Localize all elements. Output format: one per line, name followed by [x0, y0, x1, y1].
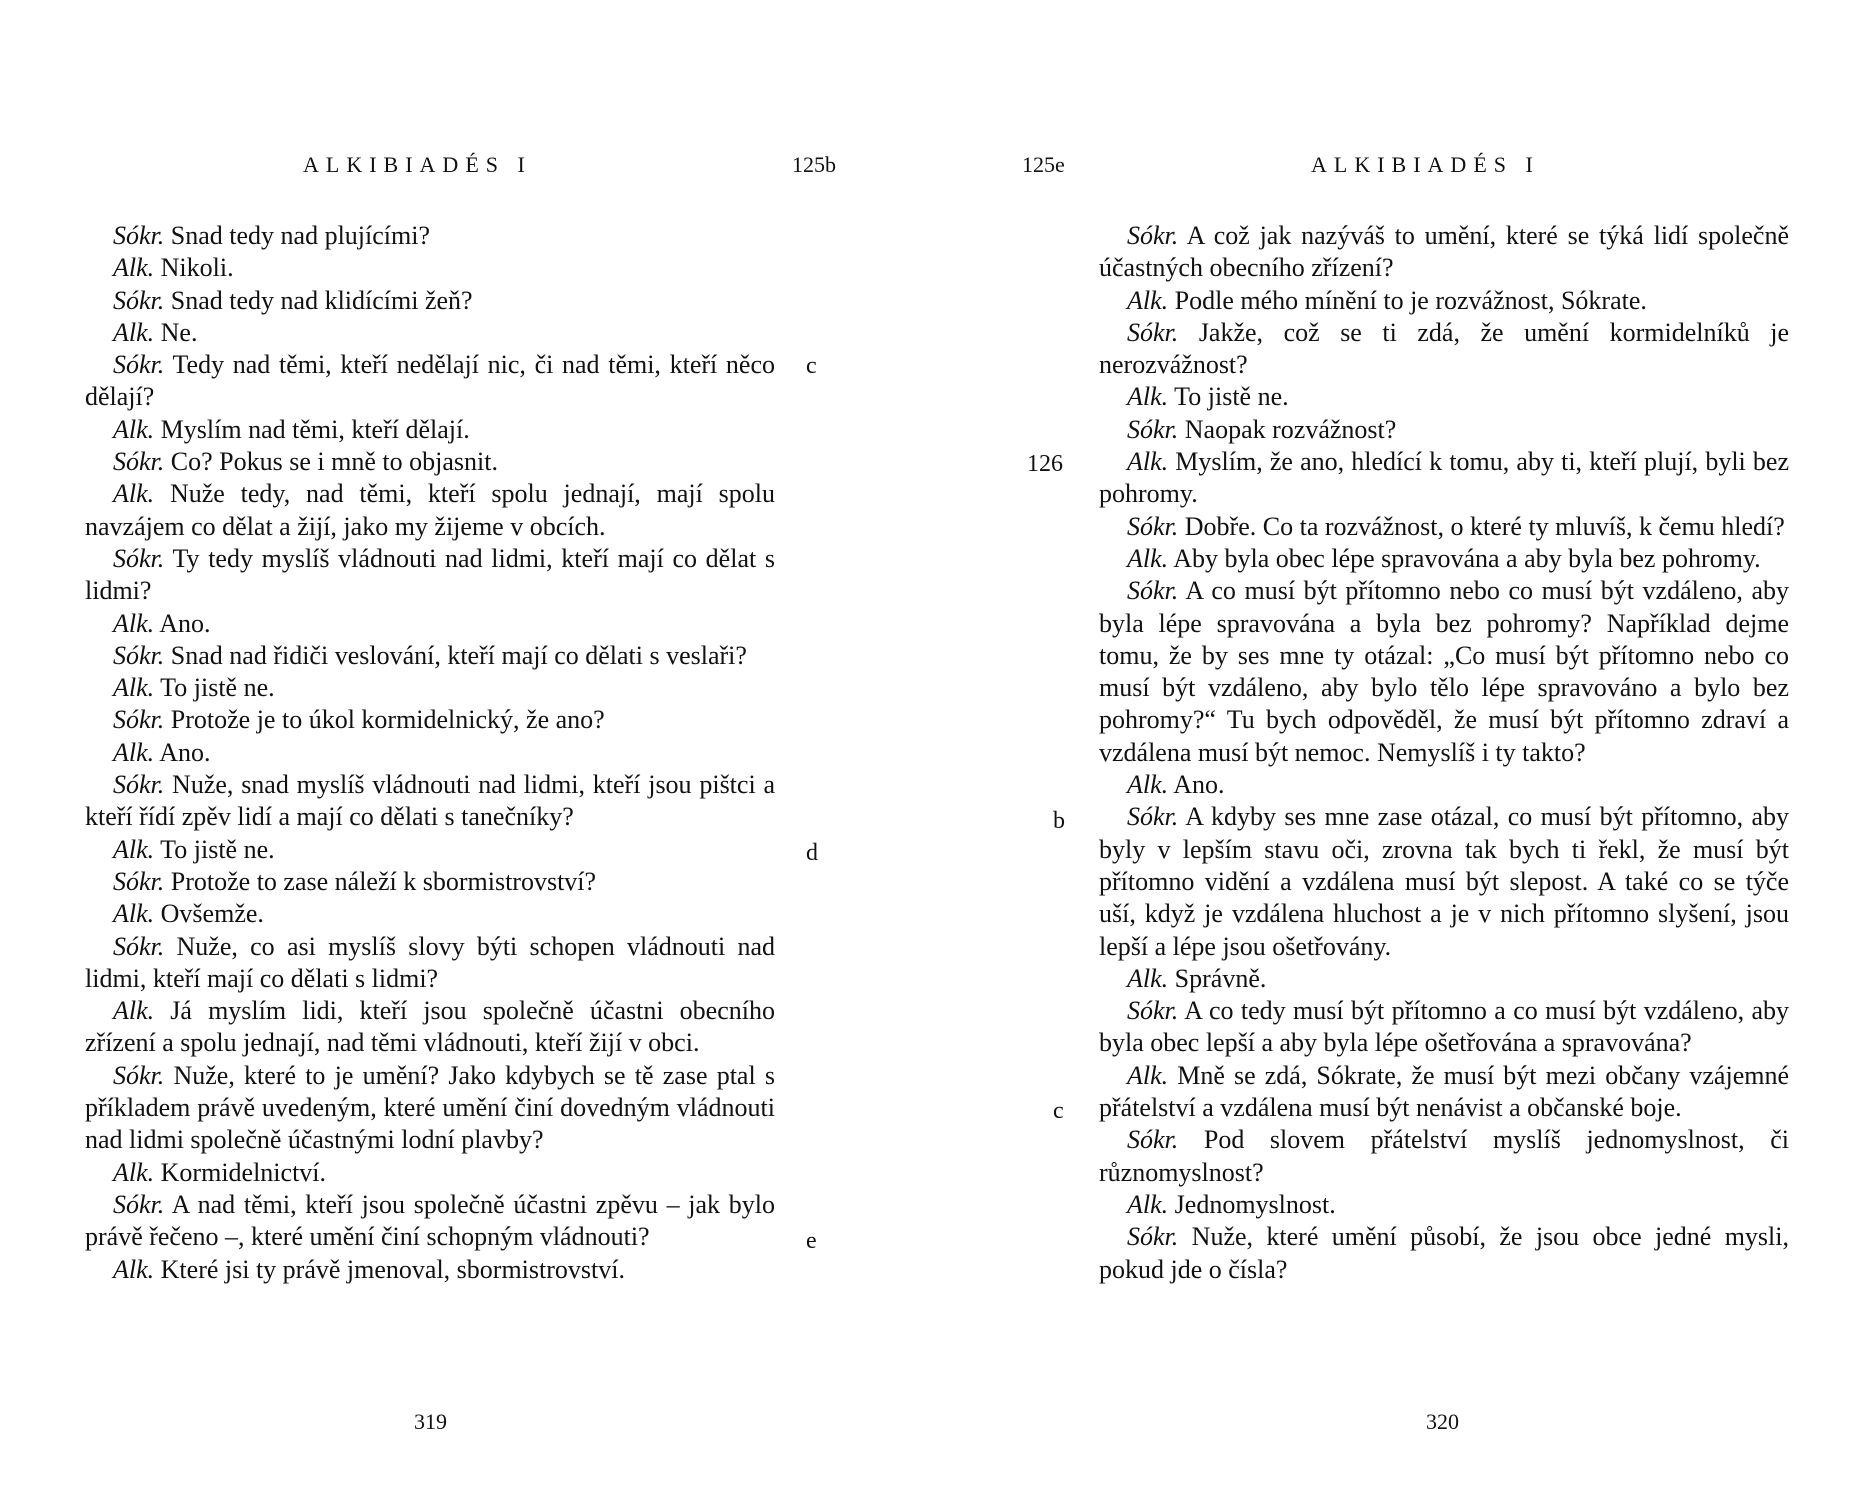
dialogue-paragraph — [1099, 543, 1789, 575]
dialogue-paragraph — [85, 866, 775, 898]
dialogue-text: Nuže, které to je umění? Jako kdybych se tě zase ptal s příkladem právě uvedeným, které umění činí dovedným vládnouti nad lidmi společně účastnými lodní plavby? — [85, 1060, 775, 1155]
dialogue-paragraph — [85, 1254, 775, 1286]
dialogue-paragraph — [1099, 575, 1789, 769]
dialogue-text: Správně. — [1168, 963, 1267, 993]
dialogue-text: To jistě ne. — [154, 834, 275, 864]
dialogue-text: To jistě ne. — [154, 673, 275, 703]
dialogue-paragraph — [1099, 414, 1789, 446]
speaker-label: Alk. — [113, 834, 155, 864]
dialogue-paragraph — [1099, 511, 1789, 543]
dialogue-paragraph — [85, 931, 775, 996]
right-stephanus-ref: 125e — [1022, 152, 1065, 177]
dialogue-text: Podle mého mínění to je rozvážnost, Sókrate. — [1168, 285, 1647, 315]
speaker-label: Alk. — [1127, 1060, 1169, 1090]
dialogue-paragraph — [85, 834, 775, 866]
dialogue-text: A kdyby ses mne zase otázal, co musí být přítomno, aby byly v lepším stavu oči, zrovna tak bych ti řekl, že musí být přítomno vidění a vzdálena musí být slepost. A také co se týče uší, když je vzdálena hluchost a je v nich přítomno slyšení, jsou lepší a lépe jsou ošetřovány. — [1099, 802, 1789, 961]
speaker-label: Alk. — [113, 996, 155, 1026]
dialogue-paragraph — [85, 317, 775, 349]
dialogue-paragraph — [1099, 1189, 1789, 1221]
dialogue-text: A co musí být přítomno nebo co musí být vzdáleno, aby byla lépe spravována a byla bez pohromy? Například dejme tomu, že by ses mne ty otázal: „Co musí být přítomno nebo co musí být vzdáleno, aby bylo tělo lépe spravováno a bylo bez pohromy?“ Tu bych odpověděl, že musí být přítomno zdraví a vzdálena musí být nemoc. Nemyslíš i ty takto? — [1099, 576, 1789, 767]
dialogue-paragraph — [85, 737, 775, 769]
dialogue-paragraph — [1099, 1124, 1789, 1189]
dialogue-paragraph — [1099, 1221, 1789, 1286]
speaker-label: Sókr. — [113, 221, 165, 250]
dialogue-paragraph — [85, 608, 775, 640]
speaker-label: Sókr. — [113, 447, 165, 477]
dialogue-text: Aby byla obec lépe spravována a aby byla bez pohromy. — [1168, 543, 1761, 573]
dialogue-paragraph — [85, 252, 775, 284]
dialogue-paragraph — [1099, 446, 1789, 511]
dialogue-paragraph — [1099, 317, 1789, 382]
speaker-label: Alk. — [1127, 447, 1169, 477]
dialogue-text: Já myslím lidi, kteří jsou společně účastni obecního zřízení a spolu jednají, nad těmi vládnouti, kteří žijí v obci. — [85, 996, 775, 1058]
left-running-title: ALKIBIADÉS I — [303, 152, 532, 177]
dialogue-text: Dobře. Co ta rozvážnost, o které ty mluvíš, k čemu hledí? — [1178, 511, 1785, 541]
speaker-label: Sókr. — [113, 285, 165, 315]
speaker-label: Sókr. — [1127, 996, 1179, 1026]
dialogue-paragraph — [85, 672, 775, 704]
speaker-label: Alk. — [113, 317, 155, 347]
speaker-label: Alk. — [113, 479, 155, 509]
dialogue-text: Nuže, co asi myslíš slovy býti schopen vládnouti nad lidmi, kteří mají co dělati s lidmi? — [85, 931, 775, 993]
speaker-label: Alk. — [113, 899, 155, 929]
left-margin-marker-e: e — [806, 1228, 817, 1254]
dialogue-text: Myslím, že ano, hledící k tomu, aby ti, kteří plují, byli bez pohromy. — [1099, 447, 1789, 509]
dialogue-text: Protože to zase náleží k sbormistrovství? — [164, 866, 597, 896]
speaker-label: Sókr. — [1127, 221, 1179, 250]
dialogue-paragraph — [1099, 285, 1789, 317]
dialogue-text: Pod slovem přátelství myslíš jednomyslnost, či různomyslnost? — [1099, 1125, 1789, 1187]
dialogue-paragraph — [1099, 769, 1789, 801]
dialogue-text: Ano. — [154, 608, 211, 638]
dialogue-text: Myslím nad těmi, kteří dělají. — [154, 414, 470, 444]
dialogue-paragraph — [85, 478, 775, 543]
dialogue-paragraph — [1099, 995, 1789, 1060]
speaker-label: Sókr. — [1127, 1222, 1179, 1252]
dialogue-text: A co tedy musí být přítomno a co musí být vzdáleno, aby byla obec lepší a aby byla lépe ošetřována a spravována? — [1099, 996, 1789, 1058]
dialogue-paragraph — [85, 446, 775, 478]
speaker-label: Alk. — [1127, 963, 1169, 993]
left-margin-marker-d: d — [806, 840, 818, 866]
dialogue-text: Které jsi ty právě jmenoval, sbormistrovství. — [154, 1254, 625, 1284]
dialogue-text: Nuže, snad myslíš vládnouti nad lidmi, kteří jsou pištci a kteří řídí zpěv lidí a mají co dělati s tanečníky? — [85, 770, 775, 832]
right-margin-marker-c: c — [1053, 1098, 1064, 1124]
dialogue-text: Ano. — [1168, 770, 1225, 800]
dialogue-text: Ty tedy myslíš vládnouti nad lidmi, kteří mají co dělat s lidmi? — [85, 543, 775, 606]
speaker-label: Alk. — [113, 253, 155, 283]
speaker-label: Alk. — [113, 608, 155, 638]
dialogue-paragraph — [85, 898, 775, 930]
dialogue-paragraph — [85, 995, 775, 1060]
left-stephanus-ref: 125b — [792, 152, 836, 177]
speaker-label: Alk. — [1127, 382, 1169, 412]
dialogue-paragraph — [85, 1189, 775, 1254]
right-margin-marker-b: b — [1053, 808, 1065, 834]
speaker-label: Sókr. — [1127, 802, 1179, 832]
dialogue-paragraph — [85, 1060, 775, 1157]
speaker-label: Sókr. — [1127, 414, 1179, 444]
speaker-label: Alk. — [113, 1157, 155, 1187]
dialogue-text: Jakže, což se ti zdá, že umění kormidelníků je nerozvážnost? — [1099, 317, 1789, 380]
dialogue-text: Ano. — [154, 737, 211, 767]
right-page-number: 320 — [1426, 1409, 1459, 1434]
dialogue-text: Naopak rozvážnost? — [1178, 414, 1397, 444]
dialogue-text: Snad tedy nad klidícími žeň? — [164, 285, 473, 315]
speaker-label: Sókr. — [1127, 511, 1179, 541]
dialogue-text: Nuže tedy, nad těmi, kteří spolu jednají, mají spolu navzájem co dělat a žijí, jako my žijeme v obcích. — [85, 479, 775, 541]
dialogue-text: Snad tedy nad plujícími? — [164, 221, 431, 250]
speaker-label: Sókr. — [113, 1060, 165, 1090]
speaker-label: Alk. — [1127, 543, 1169, 573]
speaker-label: Alk. — [113, 737, 155, 767]
speaker-label: Sókr. — [113, 543, 165, 573]
right-margin-marker-126: 126 — [1027, 451, 1063, 477]
speaker-label: Sókr. — [1127, 317, 1179, 347]
speaker-label: Sókr. — [113, 705, 165, 735]
speaker-label: Sókr. — [113, 770, 165, 800]
dialogue-paragraph — [85, 414, 775, 446]
dialogue-text: A což jak nazýváš to umění, které se týká lidí společně účastných obecního zřízení? — [1099, 221, 1789, 283]
dialogue-text: Kormidelnictví. — [154, 1157, 327, 1187]
dialogue-paragraph — [1099, 963, 1789, 995]
dialogue-paragraph — [85, 220, 775, 252]
speaker-label: Sókr. — [113, 640, 165, 670]
dialogue-text: Nuže, které umění působí, že jsou obce jedné mysli, pokud jde o čísla? — [1099, 1222, 1789, 1284]
dialogue-text: A nad těmi, kteří jsou společně účastni zpěvu – jak bylo právě řečeno –, které umění činí schopným vládnouti? — [85, 1189, 775, 1252]
speaker-label: Sókr. — [113, 866, 165, 896]
dialogue-paragraph — [85, 704, 775, 736]
dialogue-paragraph — [85, 640, 775, 672]
speaker-label: Alk. — [113, 414, 155, 444]
speaker-label: Alk. — [1127, 1189, 1169, 1219]
dialogue-paragraph — [85, 543, 775, 608]
speaker-label: Sókr. — [113, 1189, 165, 1219]
speaker-label: Sókr. — [113, 350, 165, 380]
dialogue-text: Tedy nad těmi, kteří nedělají nic, či nad těmi, kteří něco dělají? — [85, 350, 775, 412]
dialogue-paragraph — [1099, 1060, 1789, 1125]
dialogue-paragraph — [1099, 220, 1789, 285]
dialogue-text: Ovšemže. — [154, 899, 264, 929]
speaker-label: Sókr. — [113, 931, 165, 961]
dialogue-text: Mně se zdá, Sókrate, že musí být mezi občany vzájemné přátelství a vzdálena musí být nenávist a občanské boje. — [1099, 1060, 1789, 1123]
dialogue-text: Snad nad řidiči veslování, kteří mají co dělati s veslaři? — [164, 640, 747, 670]
speaker-label: Alk. — [113, 1254, 155, 1284]
left-page-number: 319 — [414, 1409, 447, 1434]
speaker-label: Alk. — [1127, 285, 1169, 315]
dialogue-text: To jistě ne. — [1168, 382, 1289, 412]
dialogue-paragraph — [1099, 381, 1789, 413]
dialogue-text: Nikoli. — [154, 253, 234, 283]
dialogue-text: Jednomyslnost. — [1168, 1189, 1336, 1219]
dialogue-text: Ne. — [154, 317, 198, 347]
dialogue-text: Co? Pokus se i mně to objasnit. — [164, 447, 498, 477]
dialogue-text: Protože je to úkol kormidelnický, že ano? — [164, 705, 605, 735]
speaker-label: Alk. — [1127, 770, 1169, 800]
dialogue-paragraph — [1099, 801, 1789, 962]
dialogue-paragraph — [85, 769, 775, 834]
right-page-text — [1099, 220, 1789, 1286]
right-running-title: ALKIBIADÉS I — [1311, 152, 1540, 177]
dialogue-paragraph — [85, 1157, 775, 1189]
dialogue-paragraph — [85, 285, 775, 317]
speaker-label: Sókr. — [1127, 1125, 1179, 1155]
speaker-label: Sókr. — [1127, 576, 1179, 606]
dialogue-paragraph — [85, 349, 775, 414]
left-page-text — [85, 220, 775, 1286]
speaker-label: Alk. — [113, 673, 155, 703]
left-margin-marker-c: c — [806, 353, 817, 379]
